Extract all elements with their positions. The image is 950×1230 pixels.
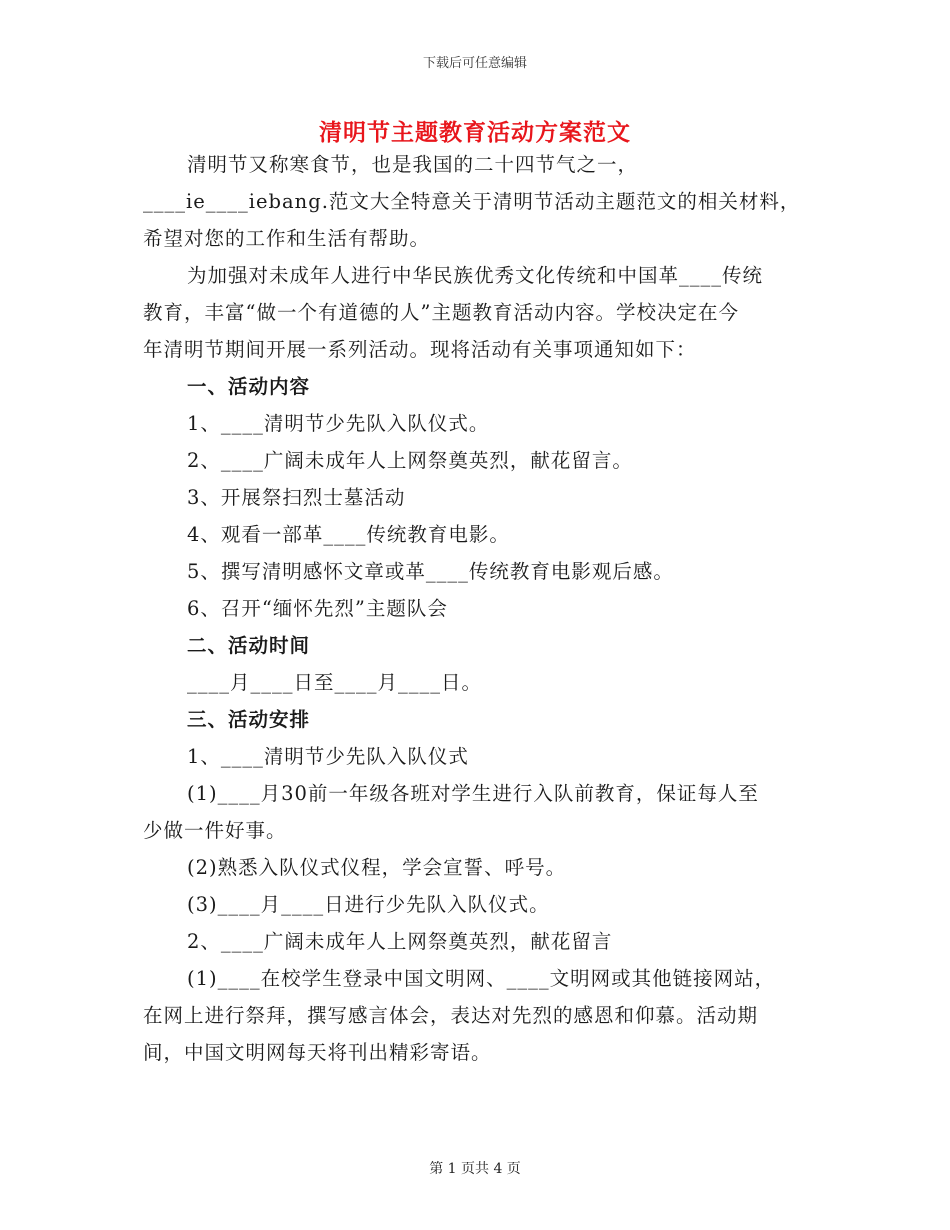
document-title: 清明节主题教育活动方案范文 bbox=[319, 119, 631, 146]
paragraph-line: (1)____月30前一年级各班对学生进行入队前教育，保证每人至 bbox=[187, 782, 759, 805]
list-item: 4、观看一部革____传统教育电影。 bbox=[187, 523, 510, 546]
section-heading: 三、活动安排 bbox=[187, 708, 311, 731]
header-note: 下载后可任意编辑 bbox=[422, 56, 527, 71]
list-item: 2、____广阔未成年人上网祭奠英烈，献花留言 bbox=[187, 930, 613, 953]
document-body bbox=[143, 146, 819, 1071]
paragraph-line: ____ie____iebang.范文大全特意关于清明节活动主题范文的相关材料， bbox=[143, 190, 801, 213]
paragraph-line: 教育，丰富“做一个有道德的人”主题教育活动内容。学校决定在今 bbox=[143, 301, 739, 324]
paragraph-line: 间，中国文明网每天将刊出精彩寄语。 bbox=[143, 1041, 492, 1064]
paragraph-line: 在网上进行祭拜，撰写感言体会，表达对先烈的感恩和仰慕。活动期 bbox=[143, 1004, 759, 1027]
paragraph-line: (1)____在校学生登录中国文明网、____文明网或其他链接网站， bbox=[187, 967, 776, 990]
list-item: 1、____清明节少先队入队仪式 bbox=[187, 745, 469, 768]
page-footer: 第 1 页共 4 页 bbox=[429, 1161, 521, 1177]
section-heading: 一、活动内容 bbox=[187, 375, 311, 398]
paragraph-line: ____月____日至____月____日。 bbox=[187, 671, 483, 694]
list-item: 1、____清明节少先队入队仪式。 bbox=[187, 412, 490, 435]
paragraph-line: 年清明节期间开展一系列活动。现将活动有关事项通知如下： bbox=[143, 338, 697, 361]
paragraph-line: 清明节又称寒食节，也是我国的二十四节气之一， bbox=[187, 153, 639, 176]
paragraph-line: (3)____月____日进行少先队入队仪式。 bbox=[187, 893, 550, 916]
list-item: 3、开展祭扫烈士墓活动 bbox=[187, 486, 406, 509]
section-heading: 二、活动时间 bbox=[187, 634, 311, 657]
paragraph-line: 为加强对未成年人进行中华民族优秀文化传统和中国革____传统 bbox=[187, 264, 764, 287]
paragraph-line: 希望对您的工作和生活有帮助。 bbox=[143, 227, 431, 250]
paragraph-line: (2)熟悉入队仪式仪程，学会宣誓、呼号。 bbox=[187, 856, 567, 879]
list-item: 5、撰写清明感怀文章或革____传统教育电影观后感。 bbox=[187, 560, 674, 583]
paragraph-line: 少做一件好事。 bbox=[143, 819, 287, 842]
list-item: 2、____广阔未成年人上网祭奠英烈，献花留言。 bbox=[187, 449, 633, 472]
list-item: 6、召开“缅怀先烈”主题队会 bbox=[187, 597, 448, 620]
